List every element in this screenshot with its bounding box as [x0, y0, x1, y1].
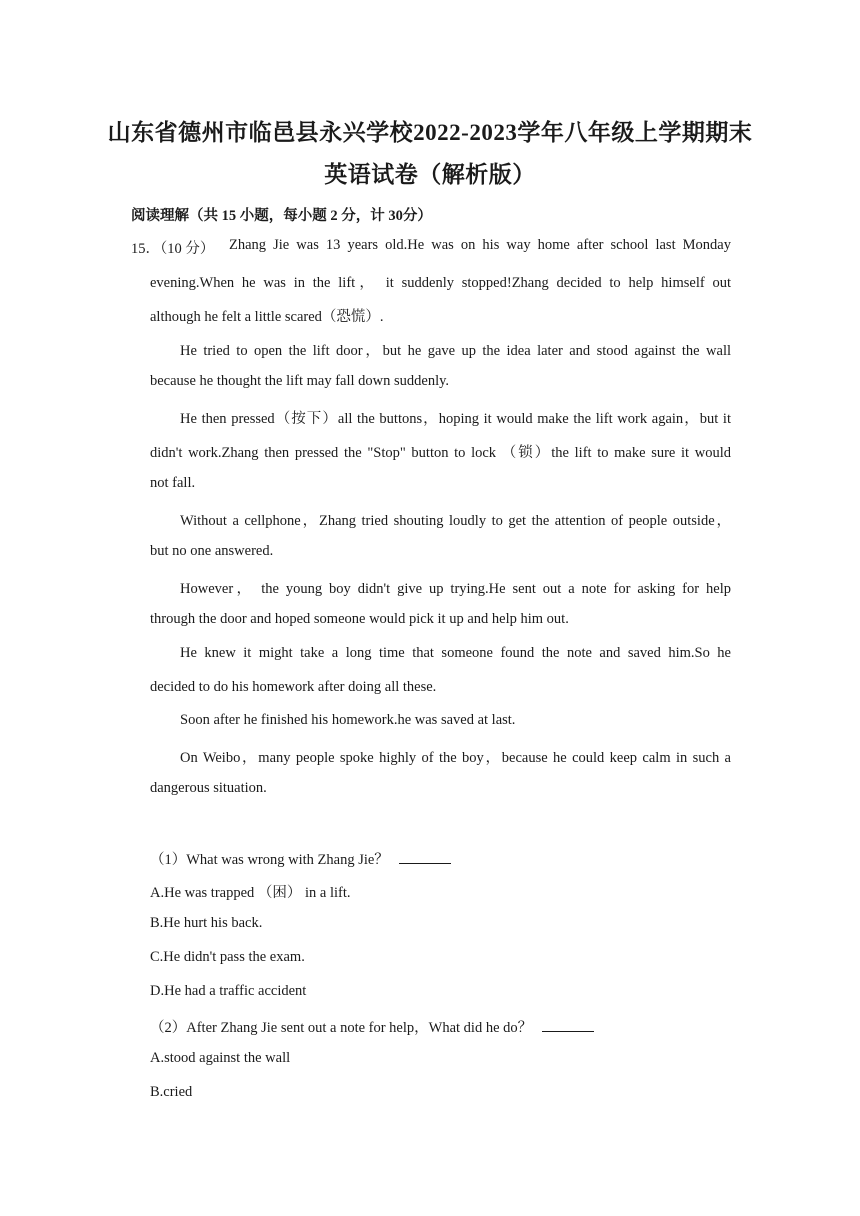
question-1-option-c: C.He didn't pass the exam.: [150, 949, 305, 965]
passage-line: He tried to open the lift door，but he gave up the idea later and stood against the wall: [180, 343, 731, 359]
question-1-text: （1）What was wrong with Zhang Jie？: [150, 852, 389, 868]
question-2-text: （2）After Zhang Jie sent out a note for help，What did he do？: [150, 1020, 533, 1036]
section-heading: 阅读理解（共 15 小题，每小题 2 分，计 30分）: [131, 208, 432, 224]
answer-blank: [399, 849, 451, 864]
question-2-option-b: B.cried: [150, 1084, 193, 1100]
passage-line: However， the young boy didn't give up trying.He sent out a note for asking for help: [180, 581, 731, 597]
passage-line: Zhang Jie was 13 years old.He was on his way home after school last Monday: [229, 237, 731, 253]
passage-line: although he felt a little scared（恐慌）.: [150, 309, 384, 325]
passage-line: didn't work.Zhang then pressed the "Stop" button to lock （锁）the lift to make sure it would: [150, 445, 731, 461]
passage-line: decided to do his homework after doing all these.: [150, 679, 437, 695]
passage-line: dangerous situation.: [150, 780, 267, 796]
exam-title-line-1: 山东省德州市临邑县永兴学校2022-2023学年八年级上学期期末: [107, 120, 753, 145]
passage-line: He knew it might take a long time that someone found the note and saved him.So he: [180, 645, 731, 661]
question-2-option-a: A.stood against the wall: [150, 1050, 291, 1066]
passage-line: He then pressed（按下）all the buttons，hoping it would make the lift work again，but it: [180, 411, 731, 427]
question-1-option-d: D.He had a traffic accident: [150, 983, 307, 999]
answer-blank: [542, 1017, 594, 1032]
passage-line: On Weibo，many people spoke highly of the boy，because he could keep calm in such a: [180, 750, 731, 766]
passage-line: because he thought the lift may fall down suddenly.: [150, 373, 450, 389]
passage-line: evening.When he was in the lift， it suddenly stopped!Zhang decided to help himself out: [150, 275, 731, 291]
passage-line: not fall.: [150, 475, 196, 491]
passage-line: Soon after he finished his homework.he was saved at last.: [180, 712, 516, 728]
exam-title-line-2: 英语试卷（解析版）: [324, 162, 536, 187]
question-1-option-a: A.He was trapped （困） in a lift.: [150, 885, 351, 901]
passage-line: but no one answered.: [150, 543, 274, 559]
question-2-stem: [150, 1016, 594, 1037]
passage-line: Without a cellphone，Zhang tried shouting loudly to get the attention of people outside，: [180, 513, 731, 529]
passage-line: through the door and hoped someone would pick it up and help him out.: [150, 611, 569, 627]
question-1-stem: [150, 848, 451, 869]
question-number: 15．（10 分）: [131, 241, 215, 257]
question-1-option-b: B.He hurt his back.: [150, 915, 263, 931]
